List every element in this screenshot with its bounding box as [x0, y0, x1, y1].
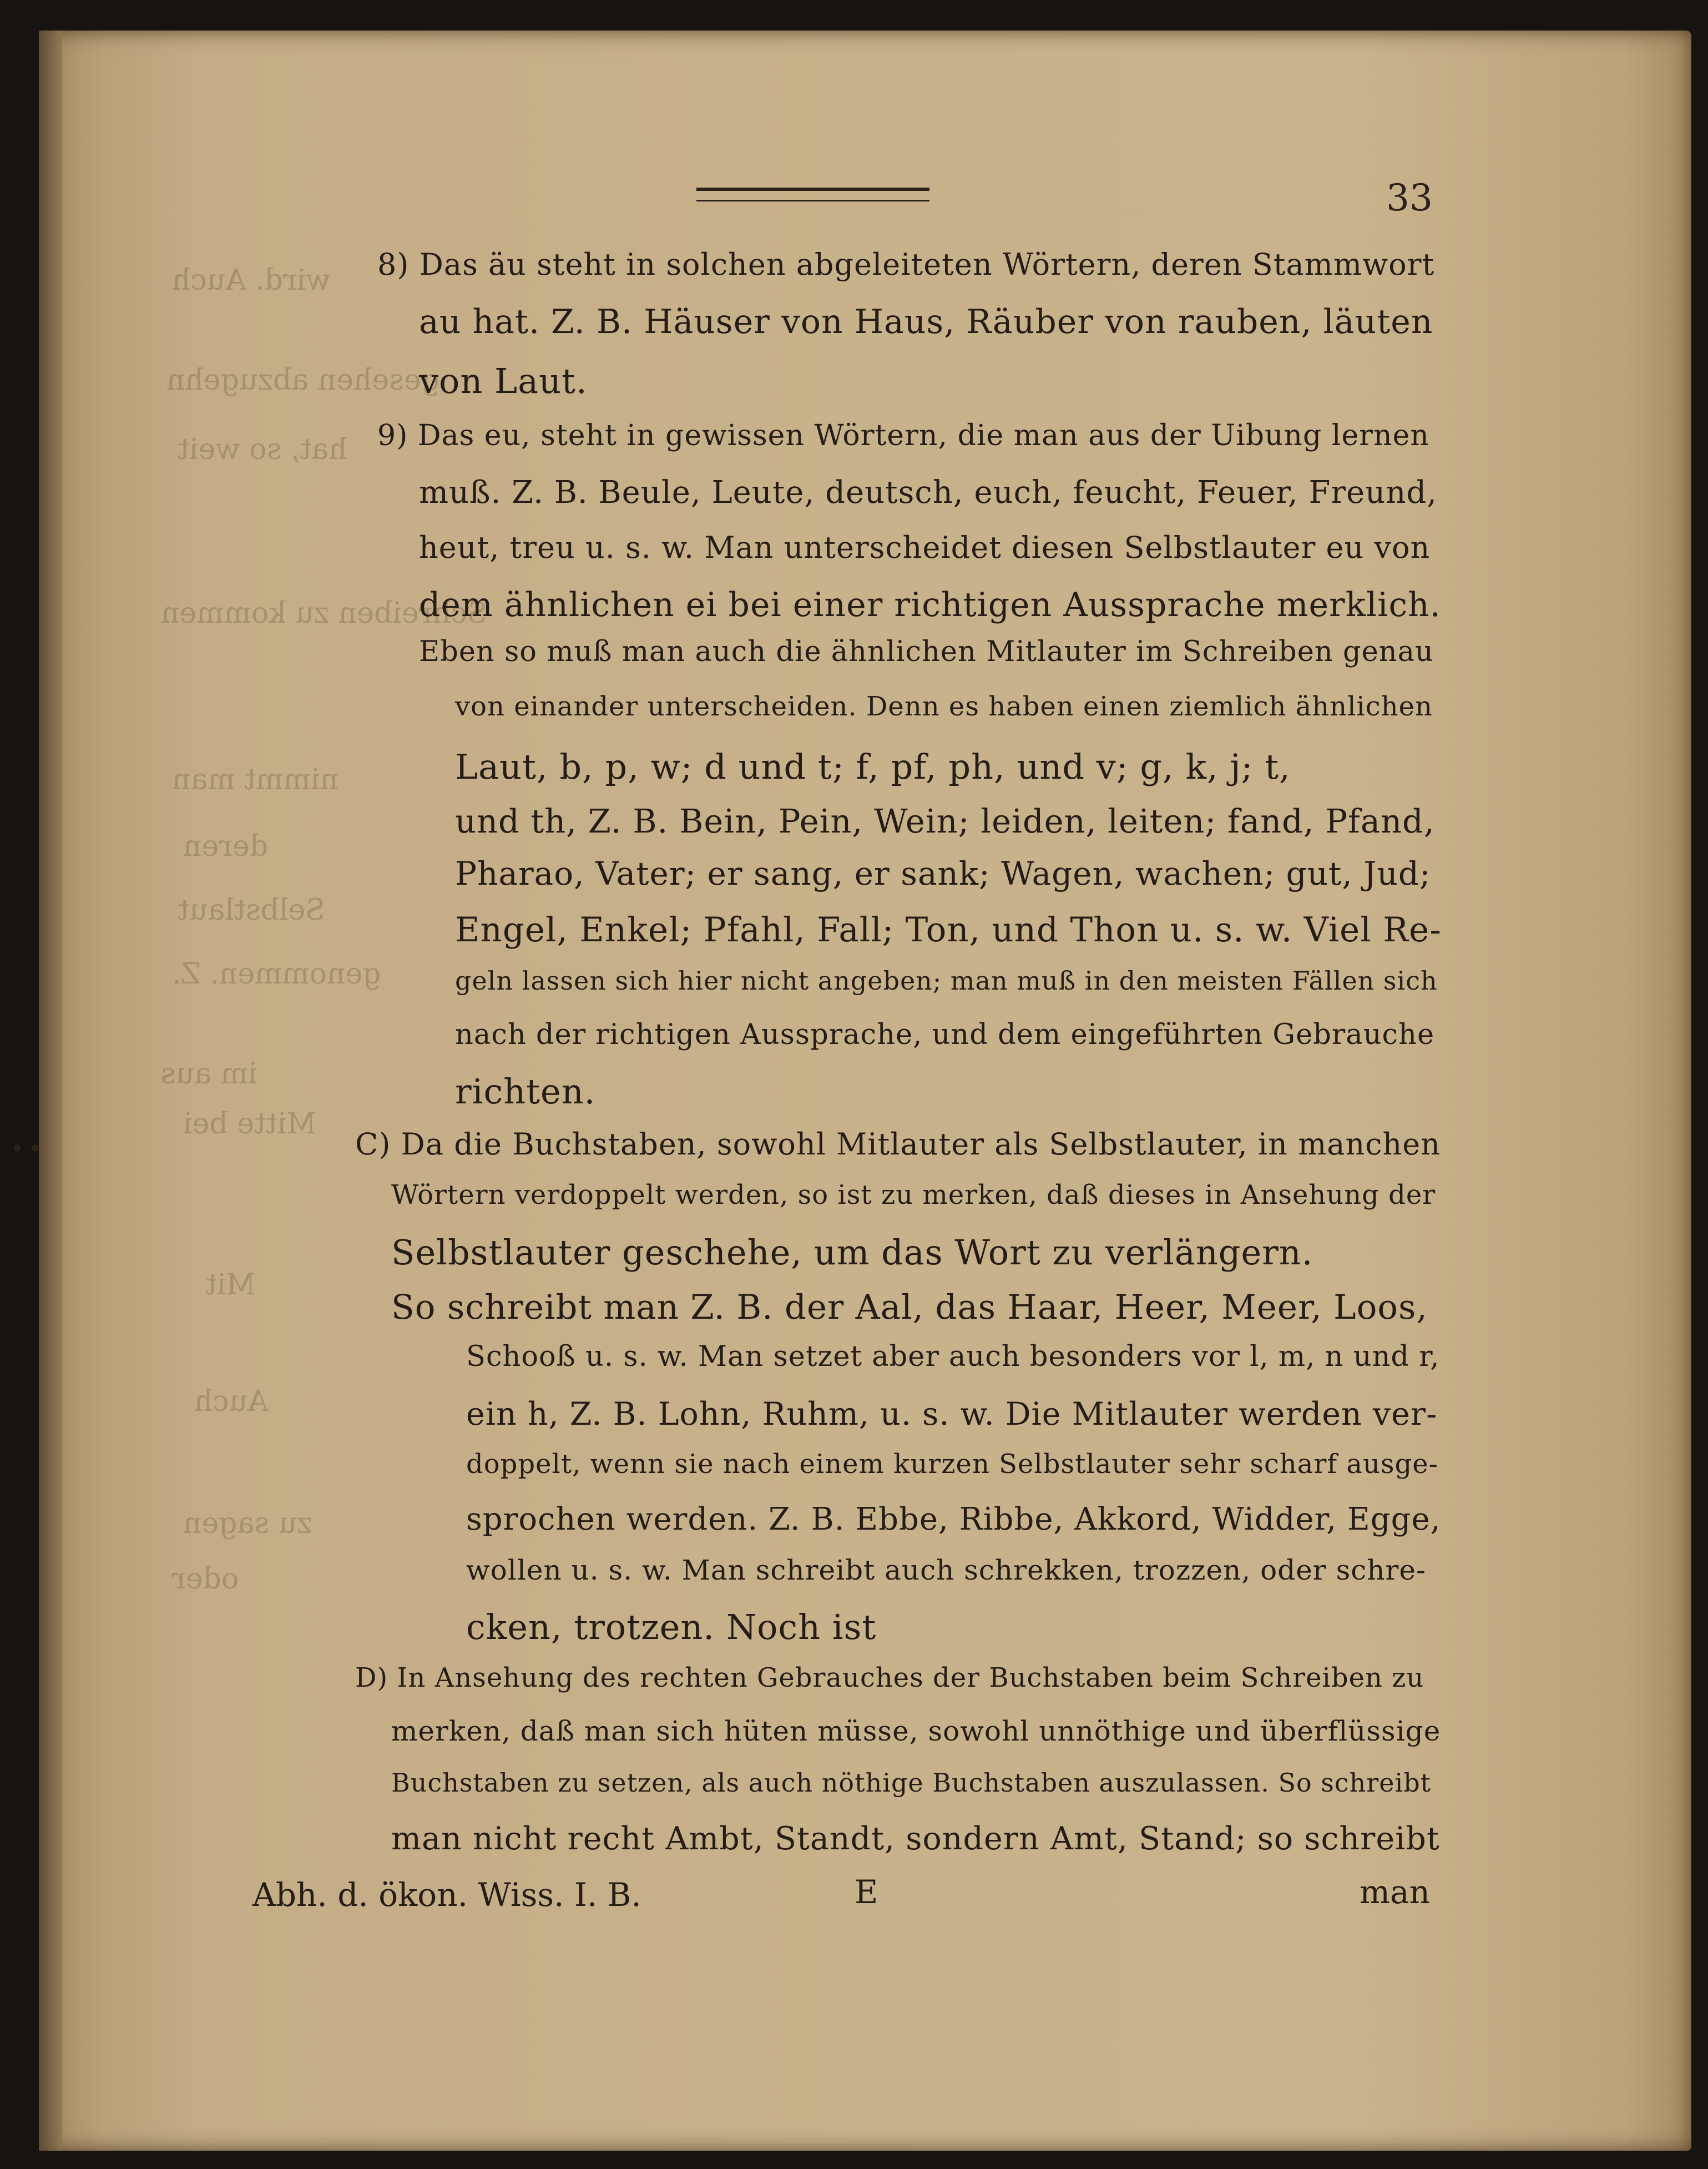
text-line: dem ähnlichen ei bei einer richtigen Aussprache merklich. — [419, 586, 1441, 624]
text-line: Pharao, Vater; er sang, er sank; Wagen, wachen; gut, Jud; — [455, 855, 1431, 892]
text-line: und th, Z. B. Bein, Pein, Wein; leiden, leiten; fand, Pfand, — [455, 802, 1435, 840]
text-line: Laut, b, p, w; d und t; f, pf, ph, und v; g, k, j; t, — [455, 746, 1291, 787]
text-line: au hat. Z. B. Häuser von Haus, Räuber von rauben, läuten — [419, 302, 1433, 341]
page-gutter-shadow — [39, 31, 62, 2151]
text-line: von Laut. — [419, 361, 588, 401]
text-line: heut, treu u. s. w. Man unterscheidet diesen Selbstlauter eu von — [419, 530, 1431, 565]
text-line: geln lassen sich hier nicht angeben; man muß in den meisten Fällen sich — [455, 966, 1438, 996]
show-through-from-reverse: wird. Auch gesehen abzugehn hat, so weit Schreiben zu kommen nimmt man deren Selbstlaut genommen. Z. im aus Mitte bei Mit Auch zu sagen oder — [161, 264, 487, 1596]
text-line: Buchstaben zu setzen, als auch nöthige Buchstaben auszulassen. So schreibt — [391, 1768, 1432, 1798]
text-line: D) In Ansehung des rechten Gebrauches der Buchstaben beim Schreiben zu — [355, 1662, 1424, 1693]
text-line: nach der richtigen Aussprache, und dem eingeführten Gebrauche — [455, 1018, 1435, 1051]
text-line: doppelt, wenn sie nach einem kurzen Selbstlauter sehr scharf ausge- — [466, 1449, 1438, 1480]
text-line: So schreibt man Z. B. der Aal, das Haar, Heer, Meer, Loos, — [391, 1288, 1428, 1327]
text-line: 9) Das eu, steht in gewissen Wörtern, die man aus der Uibung lernen — [377, 419, 1429, 452]
text-line: wollen u. s. w. Man schreibt auch schrekken, trozzen, oder schre- — [466, 1554, 1426, 1586]
text-line: Schooß u. s. w. Man setzet aber auch besonders vor l, m, n und r, — [466, 1340, 1440, 1373]
text-line: 8) Das äu steht in solchen abgeleiteten Wörtern, deren Stammwort — [377, 247, 1435, 282]
text-line: Wörtern verdoppelt werden, so ist zu merken, daß dieses in Ansehung der — [391, 1179, 1436, 1210]
text-line: Selbstlauter geschehe, um das Wort zu verlängern. — [391, 1232, 1313, 1273]
footer-catchword: man — [1360, 1873, 1430, 1911]
text-line: cken, trotzen. Noch ist — [466, 1607, 877, 1647]
margin-dots: •• — [10, 1135, 46, 1163]
text-line: von einander unterscheiden. Denn es haben einen ziemlich ähnlichen — [455, 691, 1433, 722]
text-line: man nicht recht Ambt, Standt, sondern Amt, Stand; so schreibt — [391, 1820, 1440, 1857]
header-rule — [696, 188, 929, 201]
page-number: 33 — [1386, 176, 1433, 219]
text-line: C) Da die Buchstaben, sowohl Mitlauter als Selbstlauter, in manchen — [355, 1127, 1441, 1162]
text-line: sprochen werden. Z. B. Ebbe, Ribbe, Akkord, Widder, Egge, — [466, 1501, 1441, 1537]
text-line: richten. — [455, 1071, 596, 1112]
text-line: Engel, Enkel; Pfahl, Fall; Ton, und Thon u. s. w. Viel Re- — [455, 910, 1442, 950]
footer-signature-line: Abh. d. ökon. Wiss. I. B. — [252, 1876, 641, 1914]
text-line: Eben so muß man auch die ähnlichen Mitlauter im Schreiben genau — [419, 635, 1434, 668]
text-line: merken, daß man sich hüten müsse, sowohl unnöthige und überflüssige — [391, 1715, 1441, 1747]
text-line: muß. Z. B. Beule, Leute, deutsch, euch, feucht, Feuer, Freund, — [419, 475, 1438, 511]
footer-signature-mark: E — [855, 1873, 878, 1911]
text-line: ein h, Z. B. Lohn, Ruhm, u. s. w. Die Mitlauter werden ver- — [466, 1396, 1438, 1432]
